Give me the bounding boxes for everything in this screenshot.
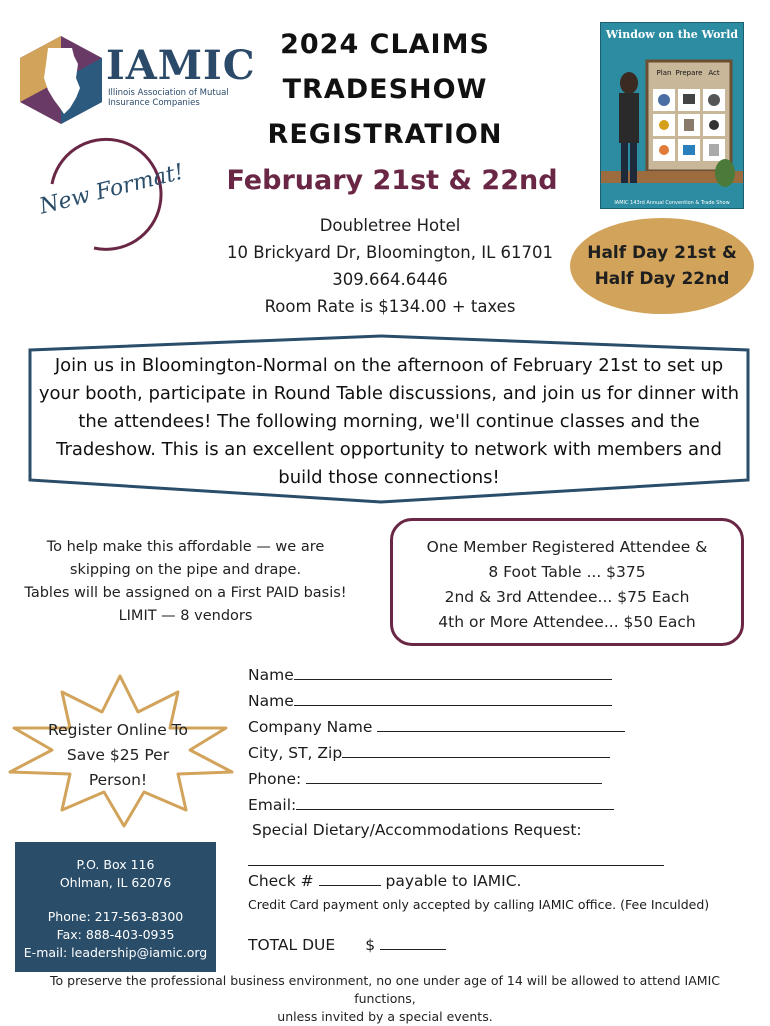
- form-row-name1: [248, 662, 758, 688]
- poster-caption: IAMIC 143rd Annual Convention & Trade Show: [614, 200, 730, 206]
- phone-label: Phone:: [248, 770, 302, 788]
- city-label: City, ST, Zip: [248, 744, 343, 762]
- banner-text: Join us in Bloomington-Normal on the afternoon of February 21st to set up your booth, participate in Round Table discussions, and join us for dinner with the attendees! The following morning, we'll continue classes and the Tradeshow. This is an excellent opportunity to network with members and build those connections!: [38, 355, 740, 488]
- form-row-total: [248, 932, 758, 958]
- logo-subtitle-line1: Illinois Association of Mutual: [108, 88, 229, 98]
- half-day-text: [570, 240, 754, 292]
- convention-poster: [600, 22, 744, 209]
- poster-tab-prepare: Prepare: [675, 69, 703, 77]
- contact-box: [15, 842, 216, 972]
- total-due-field[interactable]: [380, 932, 446, 950]
- credit-card-note: Credit Card payment only accepted by calling IAMIC office. (Fee Inculded): [248, 897, 710, 912]
- form-row-email: [248, 792, 758, 818]
- venue-address: 10 Brickyard Dr, Bloomington, IL 61701: [226, 243, 554, 262]
- venue-info: [190, 212, 590, 320]
- dietary-field[interactable]: [248, 843, 664, 866]
- check-label: Check #: [248, 872, 314, 890]
- affordability-note: [8, 536, 363, 628]
- new-format-seal: [34, 134, 187, 254]
- logo-wordmark: IAMIC: [106, 42, 256, 89]
- form-row-name2: [248, 688, 758, 714]
- form-row-city: [248, 740, 758, 766]
- pricing-line4: 4th or More Attendee... $50 Each: [438, 613, 696, 631]
- venue-name: Doubletree Hotel: [319, 216, 461, 235]
- half-day-line2: Half Day 22nd: [594, 269, 730, 289]
- page-title: [260, 22, 510, 157]
- seal-text: New Format!: [37, 159, 187, 220]
- logo-subtitle-line2: Insurance Companies: [108, 98, 200, 108]
- affordability-line3: Tables will be assigned on a First PAID basis!: [24, 585, 347, 601]
- register-online-line2: Save $25 Per: [66, 746, 170, 764]
- title-line1: 2024 CLAIMS: [280, 29, 490, 60]
- registration-form: [248, 662, 758, 958]
- footer-line1: To preserve the professional business environment, no one under age of 14 will be allowed to attend IAMIC functions,: [50, 973, 720, 1006]
- company-label: Company Name: [248, 718, 373, 736]
- name2-field[interactable]: [294, 688, 612, 706]
- total-currency: $: [365, 936, 376, 954]
- venue-phone: 309.664.6446: [332, 270, 448, 289]
- footer-note: [20, 972, 750, 1026]
- city-field[interactable]: [342, 740, 610, 758]
- name1-label: Name: [248, 666, 294, 684]
- dietary-label: Special Dietary/Accommodations Request:: [252, 821, 582, 839]
- venue-room-rate: Room Rate is $134.00 + taxes: [264, 297, 516, 316]
- form-row-phone: [248, 766, 758, 792]
- poster-title: Window on the World: [605, 28, 739, 41]
- affordability-line1: To help make this affordable — we are: [46, 539, 325, 555]
- half-day-badge: [570, 218, 754, 314]
- contact-email: E-mail: leadership@iamic.org: [23, 945, 208, 960]
- pricing-box: [390, 518, 744, 646]
- check-number-field[interactable]: [319, 868, 381, 886]
- affordability-line2: skipping on the pipe and drape.: [69, 562, 302, 578]
- contact-phone: Phone: 217-563-8300: [47, 909, 184, 924]
- check-payable-text: payable to IAMIC.: [385, 872, 522, 890]
- pricing-line1: One Member Registered Attendee &: [426, 538, 708, 556]
- pricing-text: [393, 535, 741, 635]
- total-due-label: TOTAL DUE: [248, 936, 336, 954]
- poster-tab-plan: Plan: [656, 69, 672, 77]
- half-day-line1: Half Day 21st &: [587, 243, 737, 263]
- illinois-hexagon-logo-icon: [18, 34, 104, 126]
- form-row-dietary: [248, 818, 758, 843]
- phone-field[interactable]: [306, 766, 602, 784]
- affordability-line4: LIMIT — 8 vendors: [118, 608, 253, 624]
- title-line2: TRADESHOW: [282, 74, 488, 105]
- name2-label: Name: [248, 692, 294, 710]
- footer-line2: unless invited by a special events.: [277, 1009, 493, 1024]
- contact-city: Ohlman, IL 62076: [59, 875, 172, 890]
- logo-subtitle: [108, 88, 248, 108]
- pricing-line2: 8 Foot Table ... $375: [488, 563, 646, 581]
- contact-po-box: P.O. Box 116: [76, 857, 155, 872]
- email-label: Email:: [248, 796, 297, 814]
- register-online-line1: Register Online To: [48, 721, 188, 739]
- poster-illustration-icon: [601, 43, 743, 203]
- register-online-text: [34, 718, 202, 793]
- form-row-company: [248, 714, 758, 740]
- contact-fax: Fax: 888-403-0935: [56, 927, 175, 942]
- name1-field[interactable]: [294, 662, 612, 680]
- register-online-line3: Person!: [88, 771, 148, 789]
- poster-tab-act: Act: [708, 69, 720, 77]
- iamic-logo: [18, 34, 256, 126]
- company-field[interactable]: [377, 714, 625, 732]
- title-line3: REGISTRATION: [267, 119, 503, 150]
- event-dates: February 21st & 22nd: [226, 165, 558, 196]
- form-row-check: [248, 868, 758, 894]
- pricing-line3: 2nd & 3rd Attendee... $75 Each: [444, 588, 690, 606]
- email-field[interactable]: [296, 792, 614, 810]
